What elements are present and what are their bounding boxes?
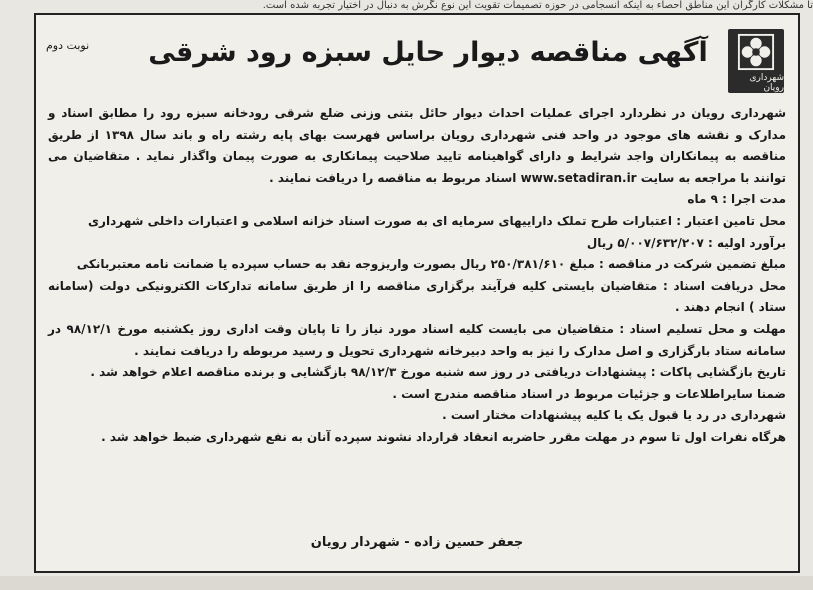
- website-link[interactable]: www.setadiran.ir: [520, 170, 637, 185]
- page-bottom-strip: [0, 576, 813, 590]
- intro-end-text: اسناد مربوط به مناقصه را دریافت نمایند .: [269, 170, 517, 185]
- duration-line: مدت اجرا : ۹ ماه: [687, 192, 786, 207]
- opening-line: تاریخ بازگشایی پاکات : پیشنهادات دریافتی در روز سه شنبه مورخ ۹۸/۱۲/۳ بازگشایی و برنده مناقصه اعلام خواهد شد .: [90, 365, 786, 380]
- signature: جعفر حسین زاده - شهردار رویان: [310, 535, 524, 550]
- notice-title: آگهی مناقصه دیوار حایل سبزه رود شرقی: [148, 37, 708, 68]
- tender-notice: [34, 13, 800, 573]
- edition-badge: نوبت دوم: [46, 39, 90, 52]
- deadline-line: مهلت و محل تسلیم اسناد : متقاضیان می بایست کلیه اسناد مورد نیاز را تا پایان وقت اداری روز یکشنبه مورخ ۹۸/۱۲/۱ در سامانه ستاد بارگزاری و اصل مدارک را نیز به واحد دبیرخانه شهرداری تحویل و رسید مربوطه را دریافت نمایند .: [48, 321, 786, 358]
- notice-body: [48, 103, 786, 449]
- rights-line: شهرداری در رد یا قبول یک یا کلیه پیشنهادات مختار است .: [442, 408, 786, 423]
- logo-emblem-icon: [736, 33, 776, 71]
- receipt-line: محل دریافت اسناد : متقاضیان بایستی کلیه فرآیند برگزاری مناقصه را از طریق سامانه تدارکات الکترونیکی دولت (سامانه ستاد ) انجام دهند .: [48, 278, 786, 315]
- adjacent-article-strip: [0, 0, 813, 12]
- adjacent-article-text: تا مشکلات کارگران این مناطق احصاء به اینکه انسجامی در حوزه تصمیمات تقویت این نوع نگرش به دنبال در اختیار تجربه شده است.: [262, 0, 813, 11]
- forfeit-line: هرگاه نفرات اول تا سوم در مهلت مقرر حاضربه انعقاد قرارداد نشوند سپرده آنان به نفع شهرداری ضبط خواهد شد .: [101, 429, 786, 444]
- guarantee-line: مبلغ تضمین شرکت در مناقصه : مبلغ ۲۵۰/۳۸۱/۶۱۰ ریال بصورت واریزوجه نقد به حساب سپرده یا ضمانت نامه معتبربانکی: [76, 257, 786, 272]
- info-line: ضمنا سایراطلاعات و جزئیات مربوط در اسناد مناقصه مندرج است .: [392, 386, 786, 401]
- estimate-line: برآورد اولیه : ۵/۰۰۷/۶۳۲/۲۰۷ ریال: [586, 235, 786, 250]
- intro-text: شهرداری رویان در نظردارد اجرای عملیات احداث دیوار حائل بتنی وزنی ضلع شرقی رودخانه سبزه رود را مطابق اسناد و مدارک و نقشه های موجود در واحد فنی شهرداری رویان براساس فهرست بهای پایه رشته راه و باند سال ۱۳۹۸ از طریق مناقصه به پیمانکاران واجد شرایط و دارای گواهینامه تایید صلاحیت پیمانکاری به صورت پیمان واگذار نماید . متقاضیان می توانند با مراجعه به سایت: [48, 106, 787, 185]
- notice-header: [36, 15, 798, 93]
- municipality-logo: [728, 29, 784, 93]
- funding-line: محل تامین اعتبار : اعتبارات طرح تملک داراییهای سرمایه ای به صورت اسناد خزانه اسلامی و اعتبارات داخلی شهرداری: [88, 213, 786, 228]
- logo-caption: شهرداری رویان: [749, 73, 784, 93]
- intro-paragraph: [48, 103, 786, 189]
